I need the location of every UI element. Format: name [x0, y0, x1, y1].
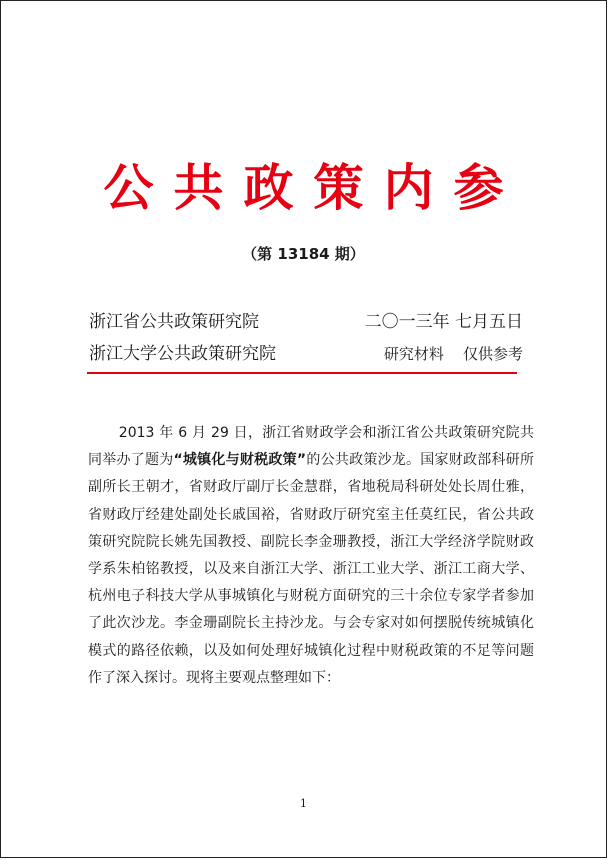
body-highlight: “城镇化与财税政策”: [173, 452, 307, 469]
header-divider: [87, 372, 517, 374]
body-text-part-1: 2013 年 6 月 29 日，浙江省财政学会和浙江省公共政策研究院共同举办了题为: [88, 425, 534, 469]
body-paragraph: [88, 420, 534, 692]
publish-date: 二〇一三年 七月五日: [364, 312, 523, 332]
body-text-part-2: 的公共政策沙龙。国家财政部科研所副所长王朝才，省财政厅副厅长金慧群，省地税局科研处处长周仕雅，省财政厅经建处副处长戚国裕，省财政厅研究室主任莫红民，省公共政策研究院院长姚先国教授、副院长李金珊教授，浙江大学经济学院财政学系朱柏铭教授，以及来自浙江大学、浙江工业大学、浙江工商大学、杭州电子科技大学从事城镇化与财税方面研究的三十余位专家学者参加了此次沙龙。李金珊副院长主持沙龙。与会专家对如何摆脱传统城镇化模式的路径依赖，以及如何处理好城镇化过程中财税政策的不足等问题作了深入探讨。现将主要观点整理如下：: [88, 452, 535, 686]
masthead-title: 公共政策内参: [103, 158, 524, 217]
publisher-name-1: 浙江省公共政策研究院: [89, 312, 259, 332]
page-number: 1: [300, 797, 307, 810]
publisher-name-2: 浙江大学公共政策研究院: [89, 344, 276, 364]
issue-number: （第 13184 期）: [242, 245, 365, 263]
material-note: 研究材料 仅供参考: [383, 345, 523, 363]
